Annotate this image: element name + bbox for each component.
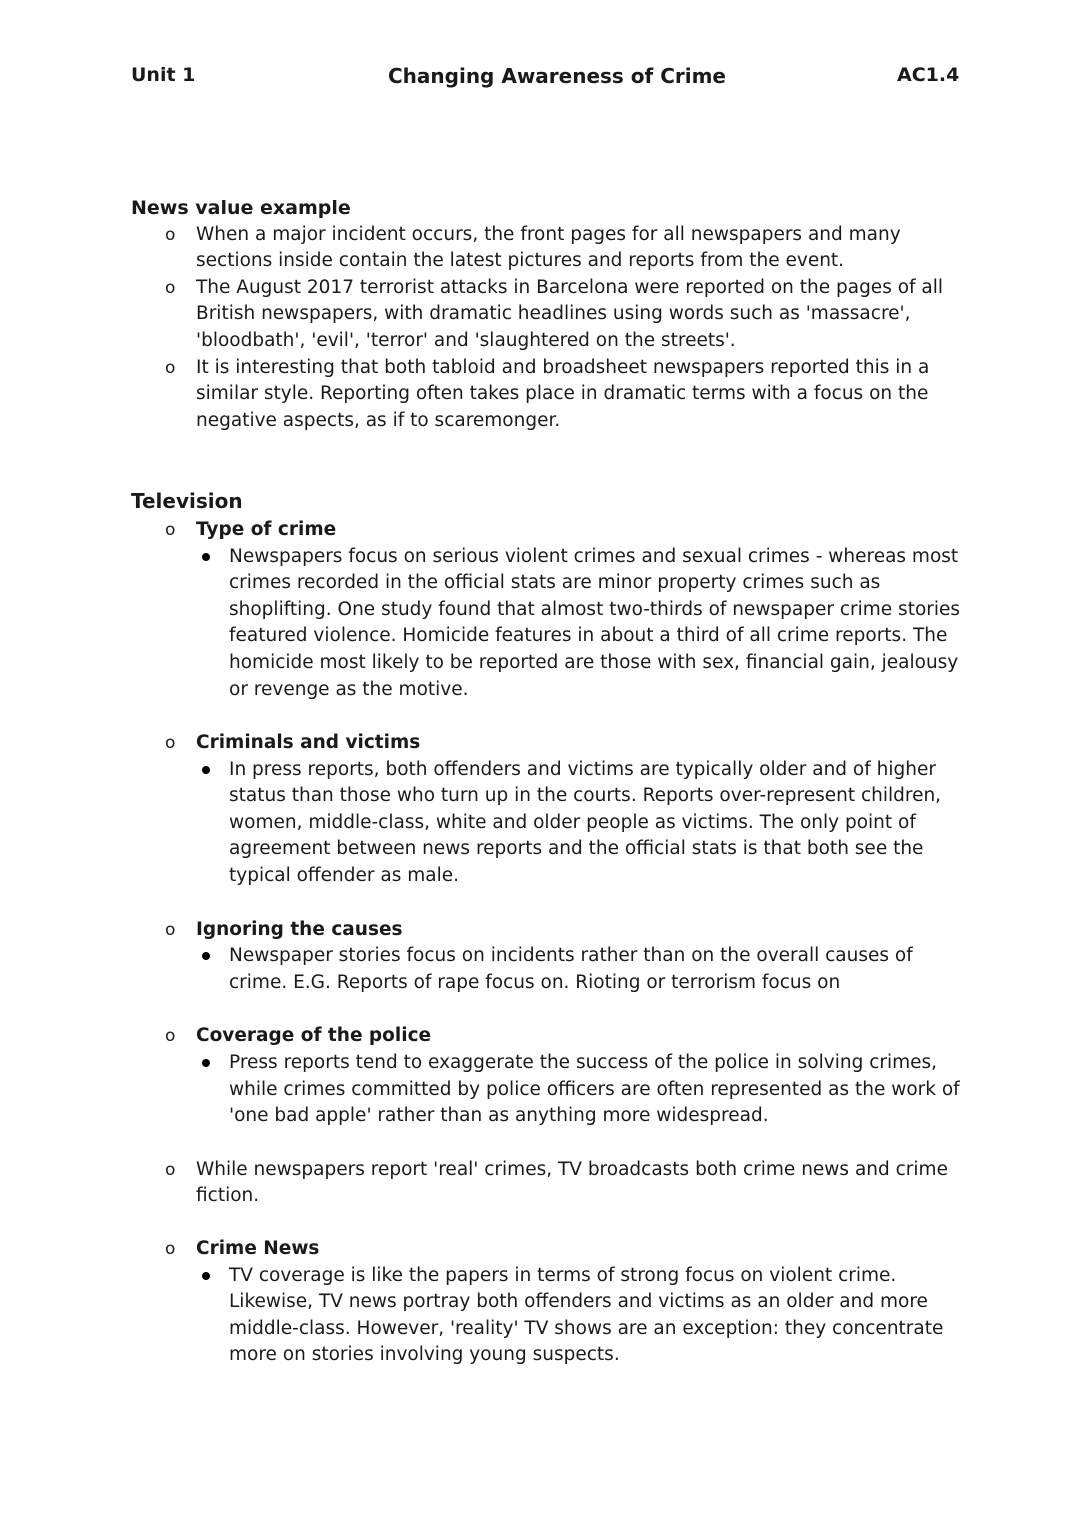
television-heading: Television bbox=[131, 489, 243, 514]
list-item: o When a major incident occurs, the front pages for all newspapers and many sections inside contain the latest pictures and reports from the event. bbox=[131, 222, 961, 275]
type-of-crime-title: o Type of crime bbox=[196, 518, 337, 540]
course-code: AC1.4 bbox=[897, 64, 960, 86]
crime-news-title: o Crime News bbox=[196, 1238, 320, 1259]
crime-news-item bbox=[131, 1236, 961, 1369]
crime-news-text: TV coverage is like the papers in terms of strong focus on violent crime. Likewise, TV news portray both offenders and victims as an older and more middle-class. However, 'reality' TV shows are an exception: they concentrate more on stories involving young suspects. bbox=[196, 1263, 961, 1369]
ignoring-causes-text: Newspaper stories focus on incidents rather than on the overall causes of crime. E.G. Reports of rape focus on. Rioting or terrorism focus on bbox=[196, 943, 961, 996]
coverage-police-text: Press reports tend to exaggerate the success of the police in solving crimes, while crimes committed by police officers are often represented as the work of 'one bad apple' rather than as anything more widespread. bbox=[196, 1050, 961, 1130]
news-value-list bbox=[131, 222, 961, 435]
coverage-police-item bbox=[131, 1023, 961, 1129]
type-of-crime-item bbox=[131, 517, 961, 703]
real-vs-fiction-item: o While newspapers report 'real' crimes, TV broadcasts both crime news and crime fiction. bbox=[131, 1157, 961, 1210]
criminals-victims-title: o Criminals and victims bbox=[196, 732, 421, 754]
television-list bbox=[131, 517, 961, 1369]
criminals-victims-item bbox=[131, 730, 961, 890]
list-item: o It is interesting that both tabloid and broadsheet newspapers reported this in a similar style. Reporting often takes place in dramatic terms with a focus on the negative aspects, as if to scaremonger. bbox=[131, 355, 961, 435]
unit-label: Unit 1 bbox=[131, 64, 196, 86]
ignoring-causes-title: o Ignoring the causes bbox=[196, 918, 403, 940]
list-item: o The August 2017 terrorist attacks in Barcelona were reported on the pages of all British newspapers, with dramatic headlines using words such as 'massacre', 'bloodbath', 'evil', 'terror' and 'slaughtered on the streets'. bbox=[131, 275, 961, 355]
criminals-victims-text: In press reports, both offenders and victims are typically older and of higher status than those who turn up in the courts. Reports over-represent children, women, middle-class, white and older people as victims. The only point of agreement between news reports and the official stats is that both see the typical offender as male. bbox=[196, 757, 961, 890]
page-title: Changing Awareness of Crime bbox=[388, 64, 726, 88]
page-header bbox=[0, 64, 1080, 94]
news-value-heading: News value example bbox=[131, 197, 351, 219]
document-body bbox=[131, 195, 961, 1369]
coverage-police-title: o Coverage of the police bbox=[196, 1025, 432, 1047]
ignoring-causes-item bbox=[131, 917, 961, 997]
type-of-crime-text: Newspapers focus on serious violent crimes and sexual crimes - whereas most crimes recorded in the official stats are minor property crimes such as shoplifting. One study found that almost two-thirds of newspaper crime stories featured violence. Homicide features in about a third of all crime reports. The homicide most likely to be reported are those with sex, financial gain, jealousy or revenge as the motive. bbox=[196, 544, 961, 704]
